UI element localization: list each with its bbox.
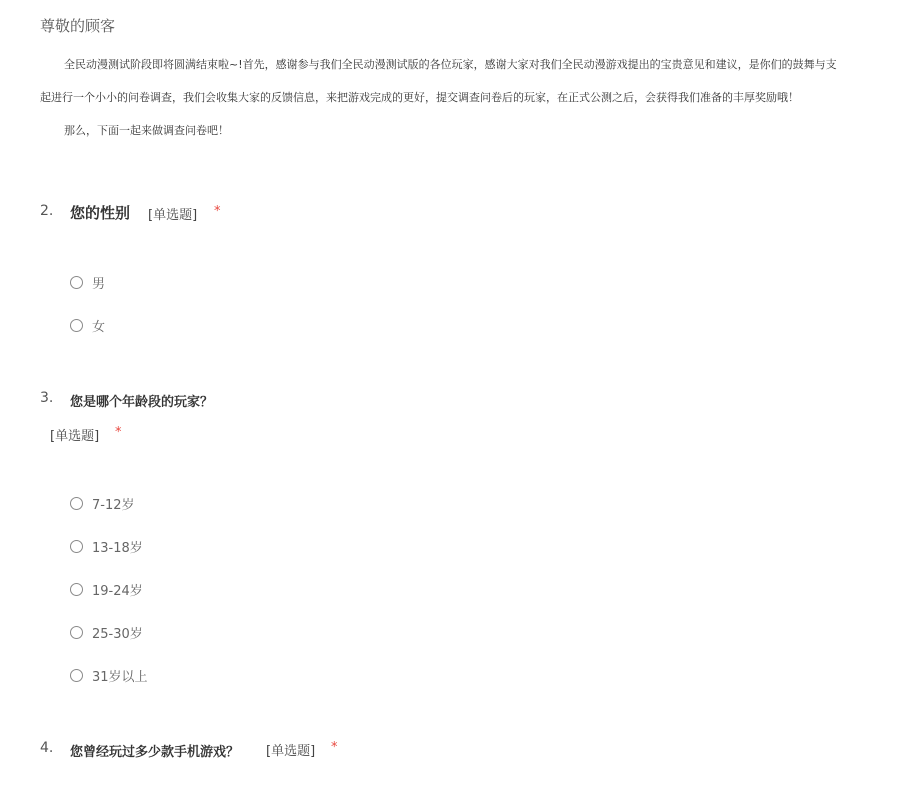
question-title: 您曾经玩过多少款手机游戏？	[70, 745, 240, 760]
radio-unchecked-icon[interactable]	[70, 540, 83, 553]
intro-paragraph-line-3: 那么，下面一起来做调查问卷吧！	[64, 124, 229, 137]
greeting-title: 尊敬的顾客	[40, 17, 116, 35]
question-number: 4.	[40, 740, 54, 756]
radio-unchecked-icon[interactable]	[70, 276, 83, 289]
radio-unchecked-icon[interactable]	[70, 497, 83, 510]
radio-unchecked-icon[interactable]	[70, 669, 83, 682]
option-age-31-plus[interactable]	[70, 665, 148, 685]
required-marker: *	[214, 204, 221, 219]
required-marker: *	[331, 740, 338, 755]
question-type-label: [单选题]	[148, 208, 198, 223]
option-label: 13-18岁	[92, 540, 143, 556]
option-age-25-30[interactable]	[70, 622, 143, 642]
option-age-19-24[interactable]	[70, 579, 143, 599]
radio-unchecked-icon[interactable]	[70, 319, 83, 332]
question-type-label: [单选题]	[50, 429, 100, 444]
question-number: 3.	[40, 390, 54, 406]
intro-paragraph-line-2: 起进行一个小小的问卷调查，我们会收集大家的反馈信息，来把游戏完成的更好，提交调查问卷后的玩家，在正式公测之后，会获得我们准备的丰厚奖励哦！	[40, 91, 799, 104]
option-label: 31岁以上	[92, 669, 148, 685]
option-label: 女	[92, 319, 106, 335]
option-female[interactable]	[70, 315, 105, 335]
radio-unchecked-icon[interactable]	[70, 583, 83, 596]
option-label: 7-12岁	[92, 497, 135, 513]
option-label: 25-30岁	[92, 626, 143, 642]
question-title: 您的性别	[70, 204, 131, 222]
radio-unchecked-icon[interactable]	[70, 626, 83, 639]
option-label: 19-24岁	[92, 583, 143, 599]
intro-paragraph-line-1: 全民动漫测试阶段即将圆满结束啦~!首先，感谢参与我们全民动漫测试版的各位玩家，感谢大家对我们全民动漫游戏提出的宝贵意见和建议，是你们的鼓舞与支	[64, 58, 837, 71]
option-label: 男	[92, 276, 106, 292]
option-age-7-12[interactable]	[70, 493, 135, 513]
option-age-13-18[interactable]	[70, 536, 143, 556]
option-male[interactable]	[70, 272, 105, 292]
required-marker: *	[115, 425, 122, 440]
question-title: 您是哪个年龄段的玩家？	[70, 395, 214, 410]
question-type-label: [单选题]	[266, 744, 316, 759]
question-number: 2.	[40, 203, 54, 219]
